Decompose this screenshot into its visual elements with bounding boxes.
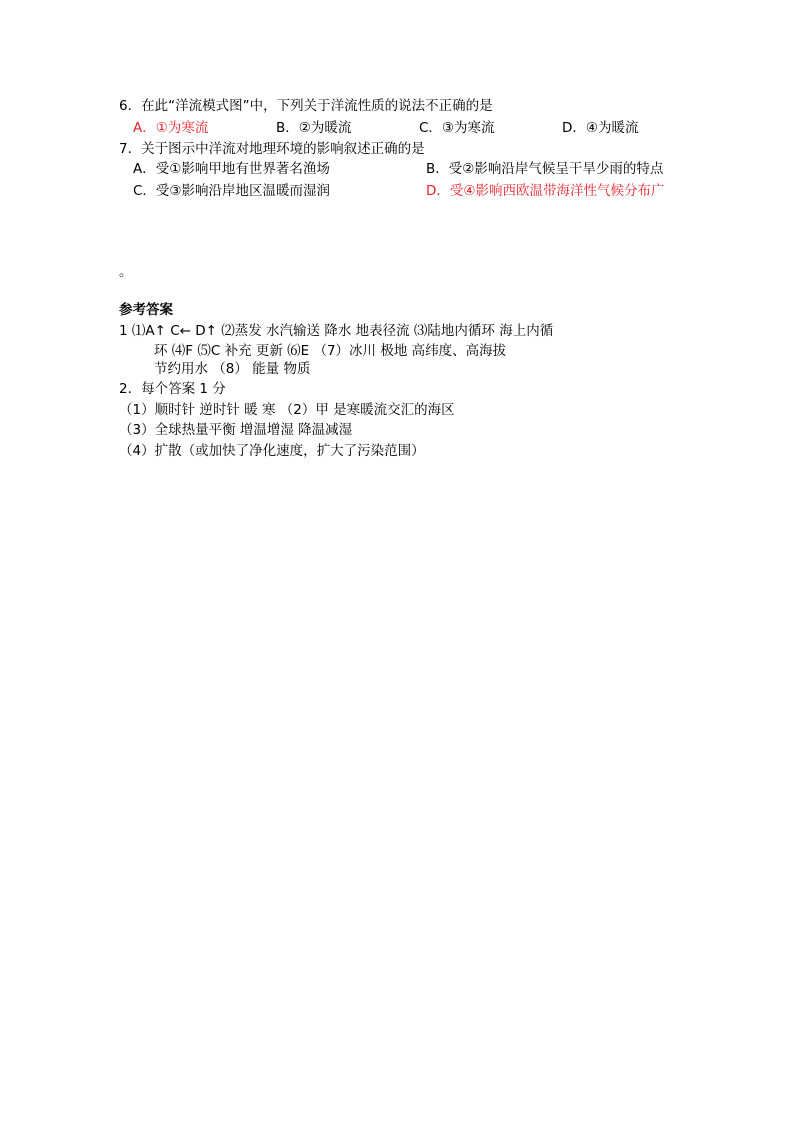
question-6-option-d: D．④为暖流 — [562, 120, 639, 136]
question-6-option-a: A．①为寒流 — [133, 120, 209, 136]
stray-period: 。 — [119, 264, 133, 280]
answers-heading: 参考答案 — [119, 302, 173, 318]
question-7-stem: 7．关于图示中洋流对地理环境的影响叙述正确的是 — [119, 141, 425, 157]
question-6-option-c: C．③为寒流 — [419, 120, 495, 136]
answer-2-part-3: （3）全球热量平衡 增温增湿 降温减湿 — [119, 422, 353, 438]
answer-2-title: 2．每个答案 1 分 — [119, 381, 226, 397]
answer-2-part-4: （4）扩散（或加快了净化速度，扩大了污染范围） — [119, 443, 425, 459]
question-6-option-b: B．②为暖流 — [276, 120, 352, 136]
answer-1-line-1: 1 ⑴A↑ C← D↑ ⑵蒸发 水汽输送 降水 地表径流 ⑶陆地内循环 海上内循 — [119, 323, 554, 339]
question-7-option-a: A．受①影响甲地有世界著名渔场 — [133, 161, 330, 177]
answer-1-line-2: 环 ⑷F ⑸C 补充 更新 ⑹E （7）冰川 极地 高纬度、高海拔 — [154, 343, 507, 359]
question-7-option-b: B．受②影响沿岸气候呈干旱少雨的特点 — [426, 161, 664, 177]
answer-2-part-1: （1）顺时针 逆时针 暖 寒 （2）甲 是寒暖流交汇的海区 — [119, 402, 455, 418]
question-6-stem: 6．在此“洋流模式图”中，下列关于洋流性质的说法不正确的是 — [119, 98, 493, 114]
question-7-option-c: C．受③影响沿岸地区温暖而湿润 — [133, 183, 331, 199]
question-7-option-d: D．受④影响西欧温带海洋性气候分布广 — [426, 183, 665, 199]
answer-1-line-3: 节约用水 （8） 能量 物质 — [154, 361, 311, 377]
